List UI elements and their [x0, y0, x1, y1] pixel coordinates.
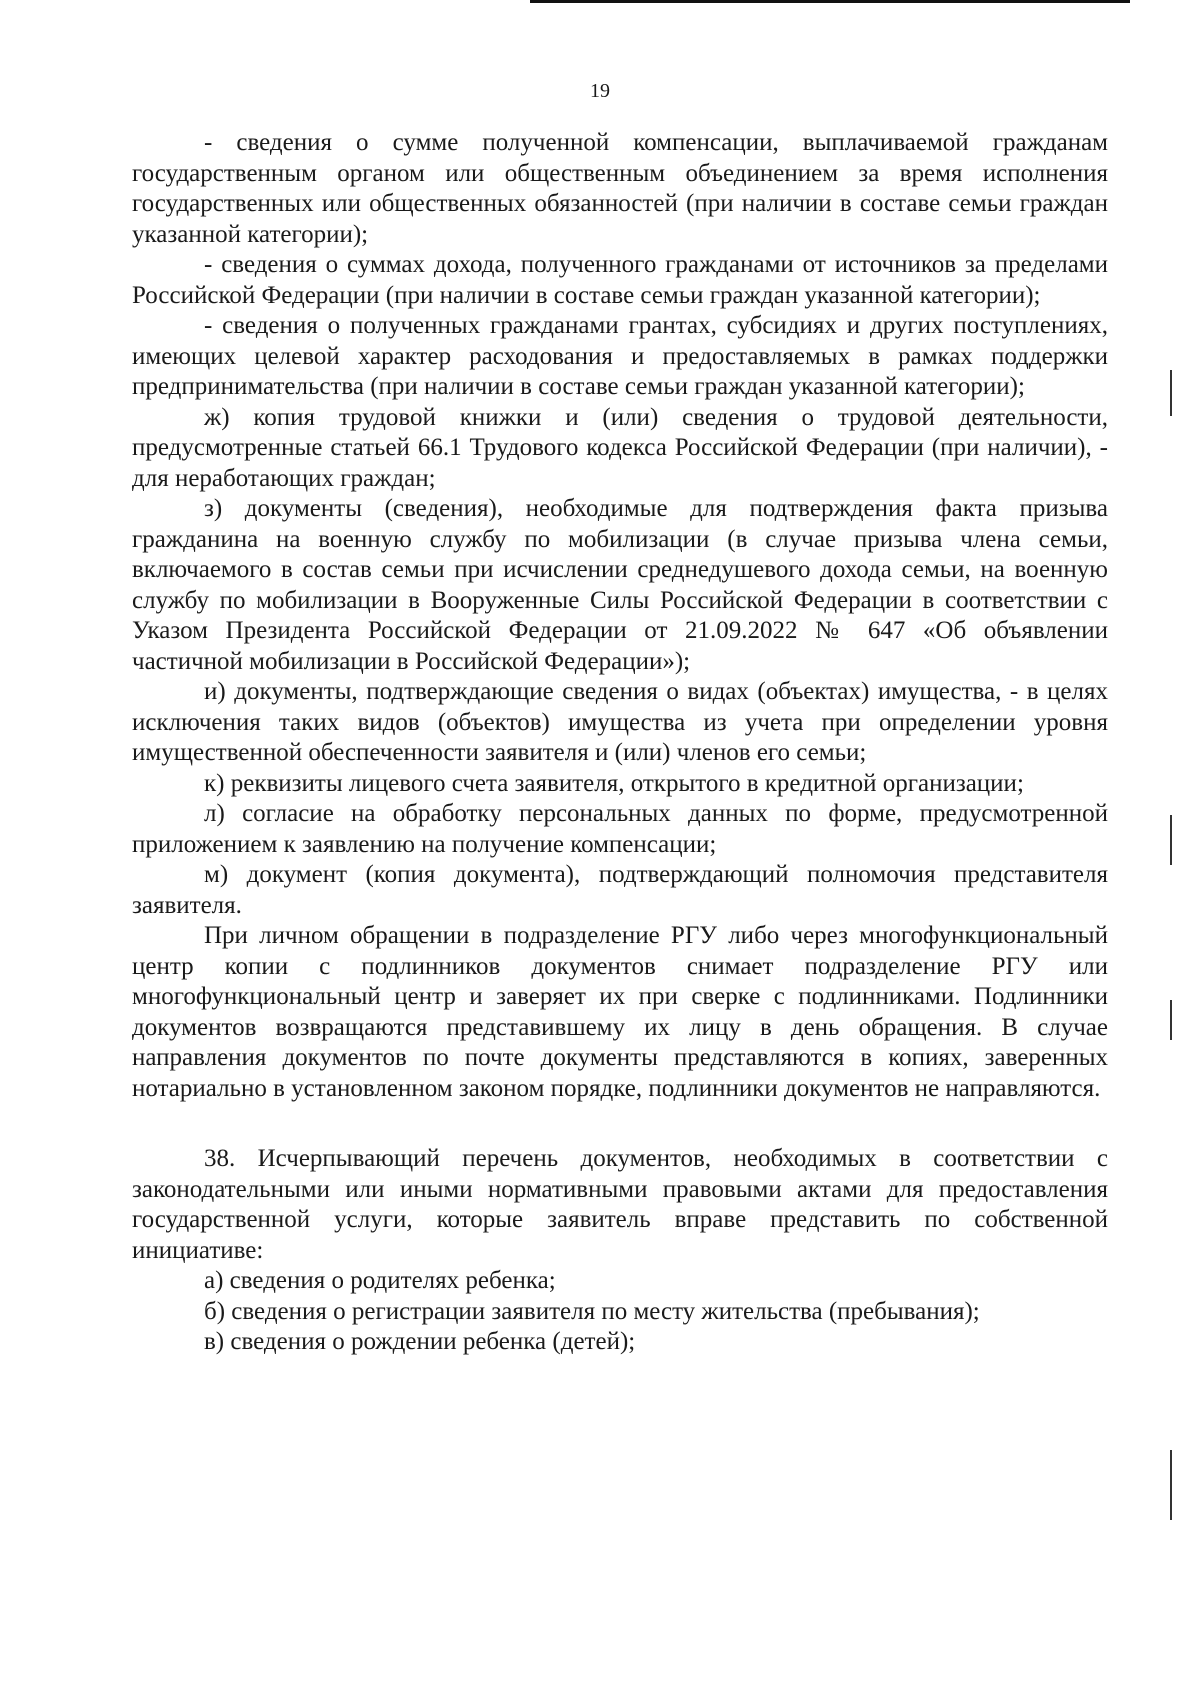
scan-mark	[1170, 370, 1172, 416]
section-gap	[132, 1104, 1108, 1144]
paragraph-foreign-income: - сведения о суммах дохода, полученного гражданами от источников за пределами Российской Федерации (при наличии в составе семьи граждан указанной категории);	[132, 251, 1108, 309]
section-38-item-b: б) сведения о регистрации заявителя по месту жительства (пребывания);	[204, 1297, 980, 1325]
paragraph-item-l: л) согласие на обработку персональных данных по форме, предусмотренной приложением к заявлению на получение компенсации;	[132, 800, 1108, 858]
section-38-item-a: а) сведения о родителях ребенка;	[204, 1267, 556, 1294]
paragraph-item-zh: ж) копия трудовой книжки и (или) сведения о трудовой деятельности, предусмотренные статьей 66.1 Трудового кодекса Российской Федерации (при наличии), - для неработающих граждан;	[132, 403, 1108, 492]
scan-mark	[1170, 1000, 1172, 1040]
paragraph-item-m: м) документ (копия документа), подтверждающий полномочия представителя заявителя.	[132, 861, 1108, 919]
document-body	[132, 128, 1108, 1358]
scan-mark	[1170, 1450, 1172, 1520]
paragraph-grants: - сведения о полученных гражданами грантах, субсидиях и других поступлениях, имеющих целевой характер расходования и предоставляемых в рамках поддержки предпринимательства (при наличии в составе семьи граждан указанной категории);	[132, 312, 1108, 400]
paragraph-item-z: з) документы (сведения), необходимые для подтверждения факта призыва гражданина на военную службу по мобилизации (в случае призыва члена семьи, включаемого в состав семьи при исчислении среднедушевого дохода семьи, на военную службу по мобилизации в Вооруженные Силы Российской Федерации в соответствии с Указом Президента Российской Федерации от 21.09.2022 № 647 «Об объявлении частичной мобилизации в Российской Федерации»);	[132, 495, 1108, 675]
paragraph-item-i: и) документы, подтверждающие сведения о видах (объектах) имущества, - в целях исключения таких видов (объектов) имущества из учета при определении уровня имущественной обеспеченности заявителя и (или) членов его семьи;	[132, 678, 1108, 766]
paragraph-compensation: - сведения о сумме полученной компенсации, выплачиваемой гражданам государственным органом или общественным объединением за время исполнения государственных или общественных обязанностей (при наличии в составе семьи граждан указанной категории);	[132, 129, 1108, 248]
section-38-heading: 38. Исчерпывающий перечень документов, необходимых в соответствии с законодательными или иными нормативными правовыми актами для предоставления государственной услуги, которые заявитель вправе представить по собственной инициативе:	[132, 1145, 1108, 1264]
scan-top-rule	[530, 0, 1130, 3]
section-38-item-v: в) сведения о рождении ребенка (детей);	[204, 1328, 636, 1355]
scan-mark	[1170, 815, 1172, 865]
paragraph-personal-visit: При личном обращении в подразделение РГУ либо через многофункциональный центр копии с подлинников документов снимает подразделение РГУ или многофункциональный центр и заверяет их при сверке с подлинниками. Подлинники документов возвращаются представившему их лицу в день обращения. В случае направления документов по почте документы представляются в копиях, заверенных нотариально в установленном законом порядке, подлинники документов не направляются.	[132, 922, 1108, 1102]
paragraph-item-k: к) реквизиты лицевого счета заявителя, открытого в кредитной организации;	[204, 769, 1024, 797]
page-number: 19	[590, 80, 610, 102]
